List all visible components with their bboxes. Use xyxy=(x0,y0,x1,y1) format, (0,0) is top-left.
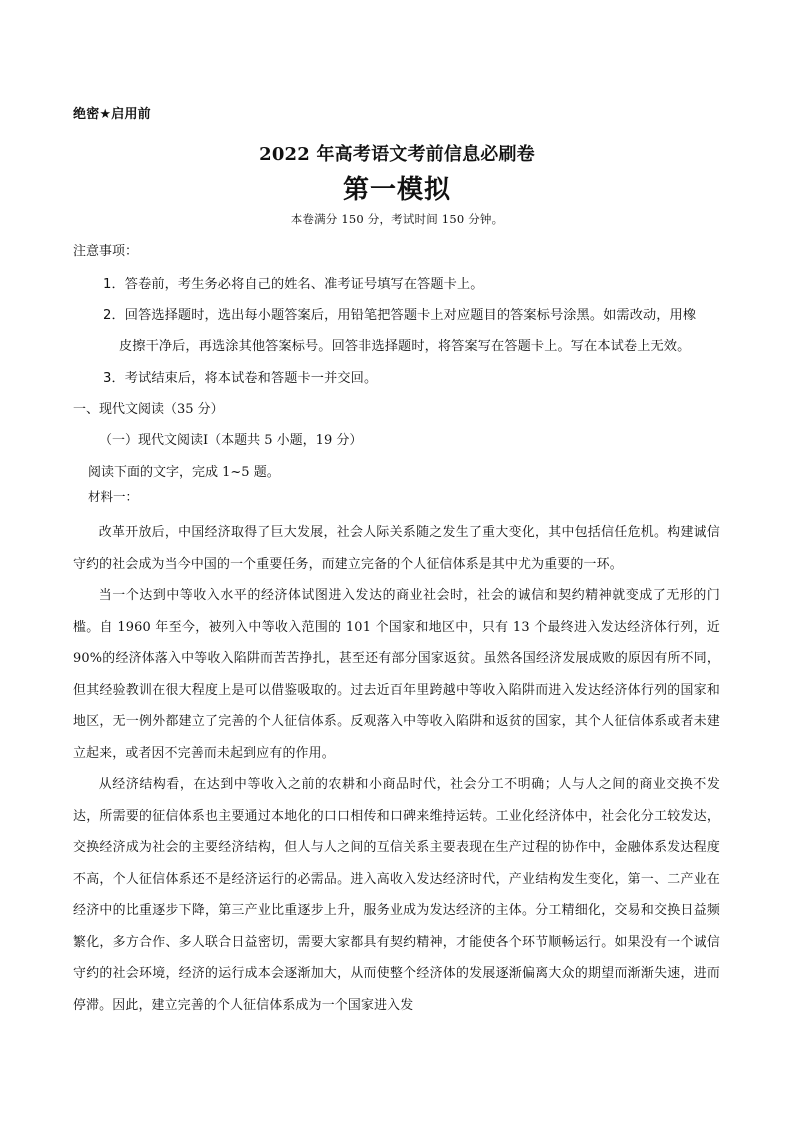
confidential-mark: 绝密★启用前 xyxy=(73,107,151,122)
exam-title: 2022 年高考语文考前信息必刷卷 xyxy=(259,144,535,165)
reading-passage xyxy=(73,517,720,1021)
note-item-1: 1．答卷前，考生务必将自己的姓名、准考证号填写在答题卡上。 xyxy=(103,277,484,292)
passage-paragraph-2: 当一个达到中等收入水平的经济体试图进入发达的商业社会时，社会的诚信和契约精神就变成了无形的门槛。自 1960 年至今，被列入中等收入范围的 101 个国家和地区中，只有 13 个最终进入发达经济体行列，近 90%的经济体落入中等收入陷阱而苦苦挣扎，甚至还有部分国家返贫。虽然各国经济发展成败的原因有所不同，但其经验教训在很大程度上是可以借鉴吸取的。过去近百年里跨越中等收入陷阱而进入发达经济体行列的国家和地区，无一例外都建立了完善的个人征信体系。反观落入中等收入陷阱和返贫的国家，其个人征信体系或者未建立起来，或者因不完善而未起到应有的作用。 xyxy=(73,588,720,761)
reading-instruction: 阅读下面的文字，完成 1~5 题。 xyxy=(88,465,280,480)
section-heading: 一、现代文阅读（35 分） xyxy=(73,402,224,417)
exam-subtitle: 第一模拟 xyxy=(342,175,451,205)
notes-label: 注意事项： xyxy=(73,244,139,259)
exam-info: 本卷满分 150 分，考试时间 150 分钟。 xyxy=(290,212,504,226)
note-item-3: 3．考试结束后，将本试卷和答题卡一并交回。 xyxy=(103,371,378,386)
material-label: 材料一： xyxy=(88,489,139,504)
note-item-2-continued: 皮擦干净后，再选涂其他答案标号。回答非选择题时，将答案写在答题卡上。写在本试卷上无效。 xyxy=(119,339,691,354)
passage-paragraph-1: 改革开放后，中国经济取得了巨大发展，社会人际关系随之发生了重大变化，其中包括信任危机。构建诚信守约的社会成为当今中国的一个重要任务，而建立完备的个人征信体系是其中尤为重要的一环。 xyxy=(73,525,720,572)
subsection-heading: （一）现代文阅读Ⅰ（本题共 5 小题，19 分） xyxy=(99,433,363,448)
passage-paragraph-3: 从经济结构看，在达到中等收入之前的农耕和小商品时代，社会分工不明确；人与人之间的商业交换不发达，所需要的征信体系也主要通过本地化的口口相传和口碑来维持运转。工业化经济体中，社会化分工较发达，交换经济成为社会的主要经济结构，但人与人之间的互信关系主要表现在生产过程的协作中，金融体系发达程度不高，个人征信体系还不是经济运行的必需品。进入高收入发达经济时代，产业结构发生变化，第一、二产业在经济中的比重逐步下降，第三产业比重逐步上升，服务业成为发达经济的主体。分工精细化，交易和交换日益频繁化，多方合作、多人联合日益密切，需要大家都具有契约精神，才能使各个环节顺畅运行。如果没有一个诚信守约的社会环境，经济的运行成本会逐渐加大，从而使整个经济体的发展逐渐偏离大众的期望而渐渐失速，进而停滞。因此，建立完善的个人征信体系成为一个国家进入发 xyxy=(73,777,720,1013)
note-item-2: 2．回答选择题时，选出每小题答案后，用铅笔把答题卡上对应题目的答案标号涂黑。如需改动，用橡 xyxy=(103,308,697,323)
